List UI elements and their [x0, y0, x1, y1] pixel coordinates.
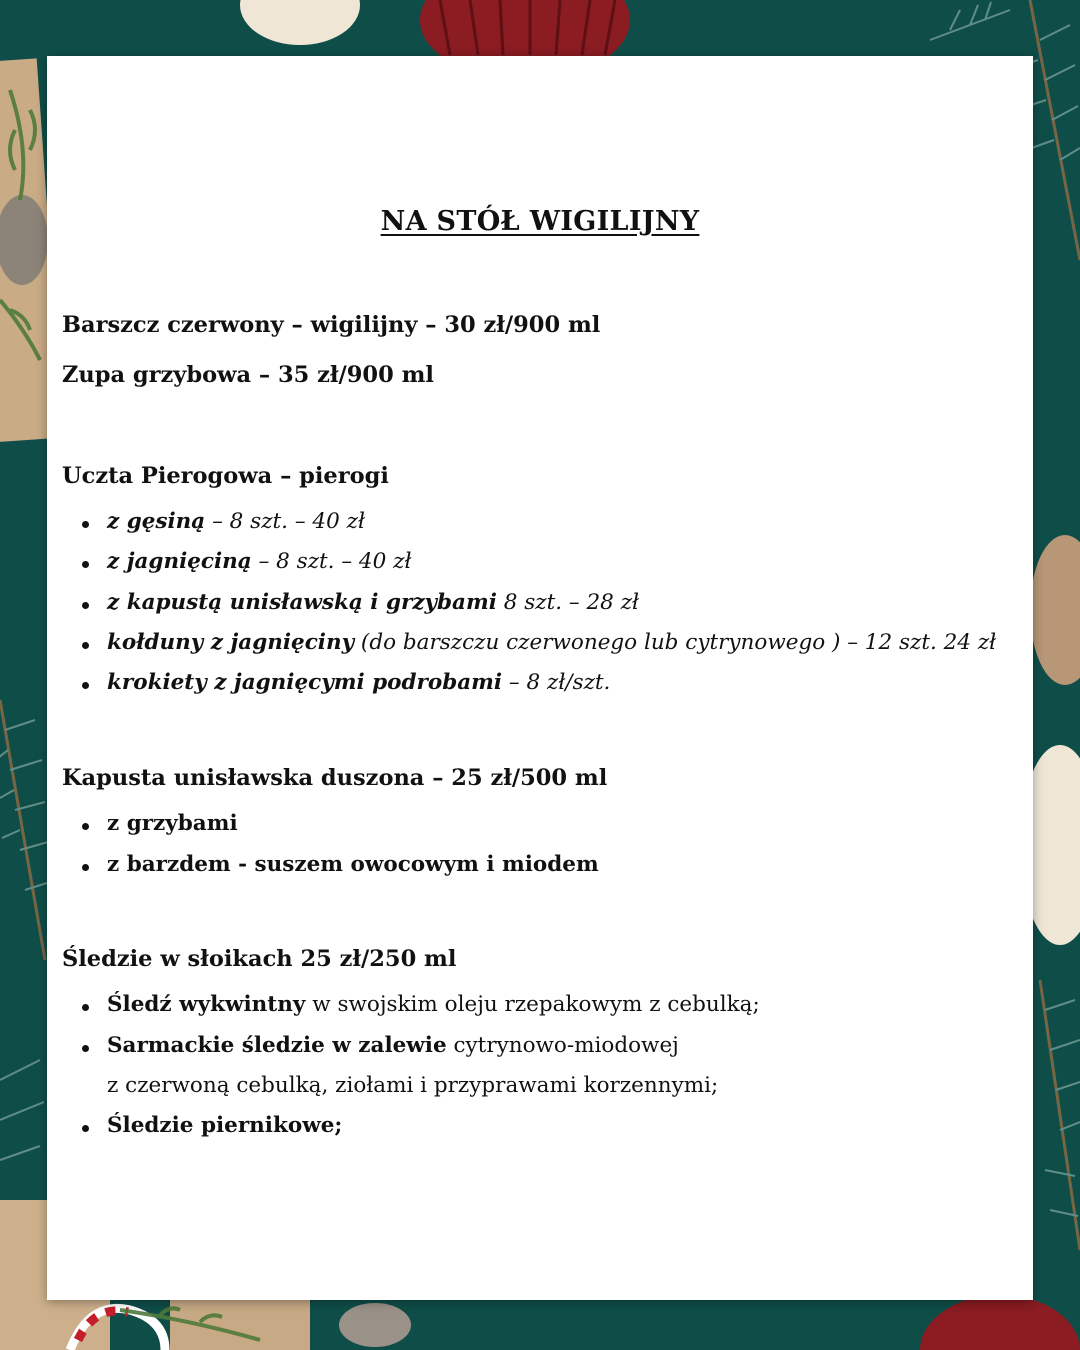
item-name: Sarmackie śledzie w zalewie: [107, 1033, 447, 1058]
list-item: [107, 509, 365, 534]
soup-mushroom: Zupa grzybowa – 35 zł/900 ml: [62, 362, 434, 388]
item-detail: – 8 zł/szt.: [502, 670, 611, 695]
item-detail: (do barszczu czerwonego lub cytrynowego ) – 12 szt. 24 zł: [354, 630, 997, 655]
herring-heading: Śledzie w słoikach 25 zł/250 ml: [62, 946, 457, 972]
item-name: z gęsiną: [107, 509, 206, 534]
item-detail: – 8 szt. – 40 zł: [205, 509, 365, 534]
cabbage-heading: Kapusta unisławska duszona – 25 zł/500 ml: [62, 765, 608, 791]
gift-box-bottom: [170, 1300, 310, 1350]
item-name: krokiety z jagnięcymi podrobami: [107, 670, 503, 695]
item-detail: w swojskim oleju rzepakowym z cebulką;: [305, 992, 760, 1017]
item-name: z jagnięciną: [107, 549, 252, 574]
list-item: [107, 1033, 679, 1058]
soup-borscht: Barszcz czerwony – wigilijny – 30 zł/900 ml: [62, 312, 601, 338]
list-item: z grzybami: [107, 811, 238, 836]
list-item: [107, 549, 411, 574]
menu-card: [47, 56, 1033, 1300]
item-name: kołduny z jagnięciny: [107, 630, 355, 655]
list-item: [107, 630, 996, 655]
item-detail: cytrynowo-miodowej: [446, 1033, 679, 1058]
item-detail: 8 szt. – 28 zł: [496, 590, 639, 615]
page-title: NA STÓŁ WIGILIJNY: [380, 206, 700, 237]
list-item: [107, 670, 610, 695]
list-item-continuation: z czerwoną cebulką, ziołami i przyprawami korzennymi;: [107, 1073, 719, 1098]
list-item: [107, 590, 639, 615]
pierogi-heading: Uczta Pierogowa – pierogi: [62, 463, 389, 489]
pine-cone-bottom: [339, 1303, 411, 1347]
item-detail: – 8 szt. – 40 zł: [251, 549, 412, 574]
item-name: z kapustą unisławską i grzybami: [107, 590, 497, 615]
list-item: [107, 992, 760, 1017]
list-item: z barzdem - suszem owocowym i miodem: [107, 852, 599, 877]
list-item: [107, 1113, 342, 1138]
item-name: Śledzie piernikowe;: [107, 1113, 343, 1138]
item-name: Śledź wykwintny: [107, 992, 306, 1017]
